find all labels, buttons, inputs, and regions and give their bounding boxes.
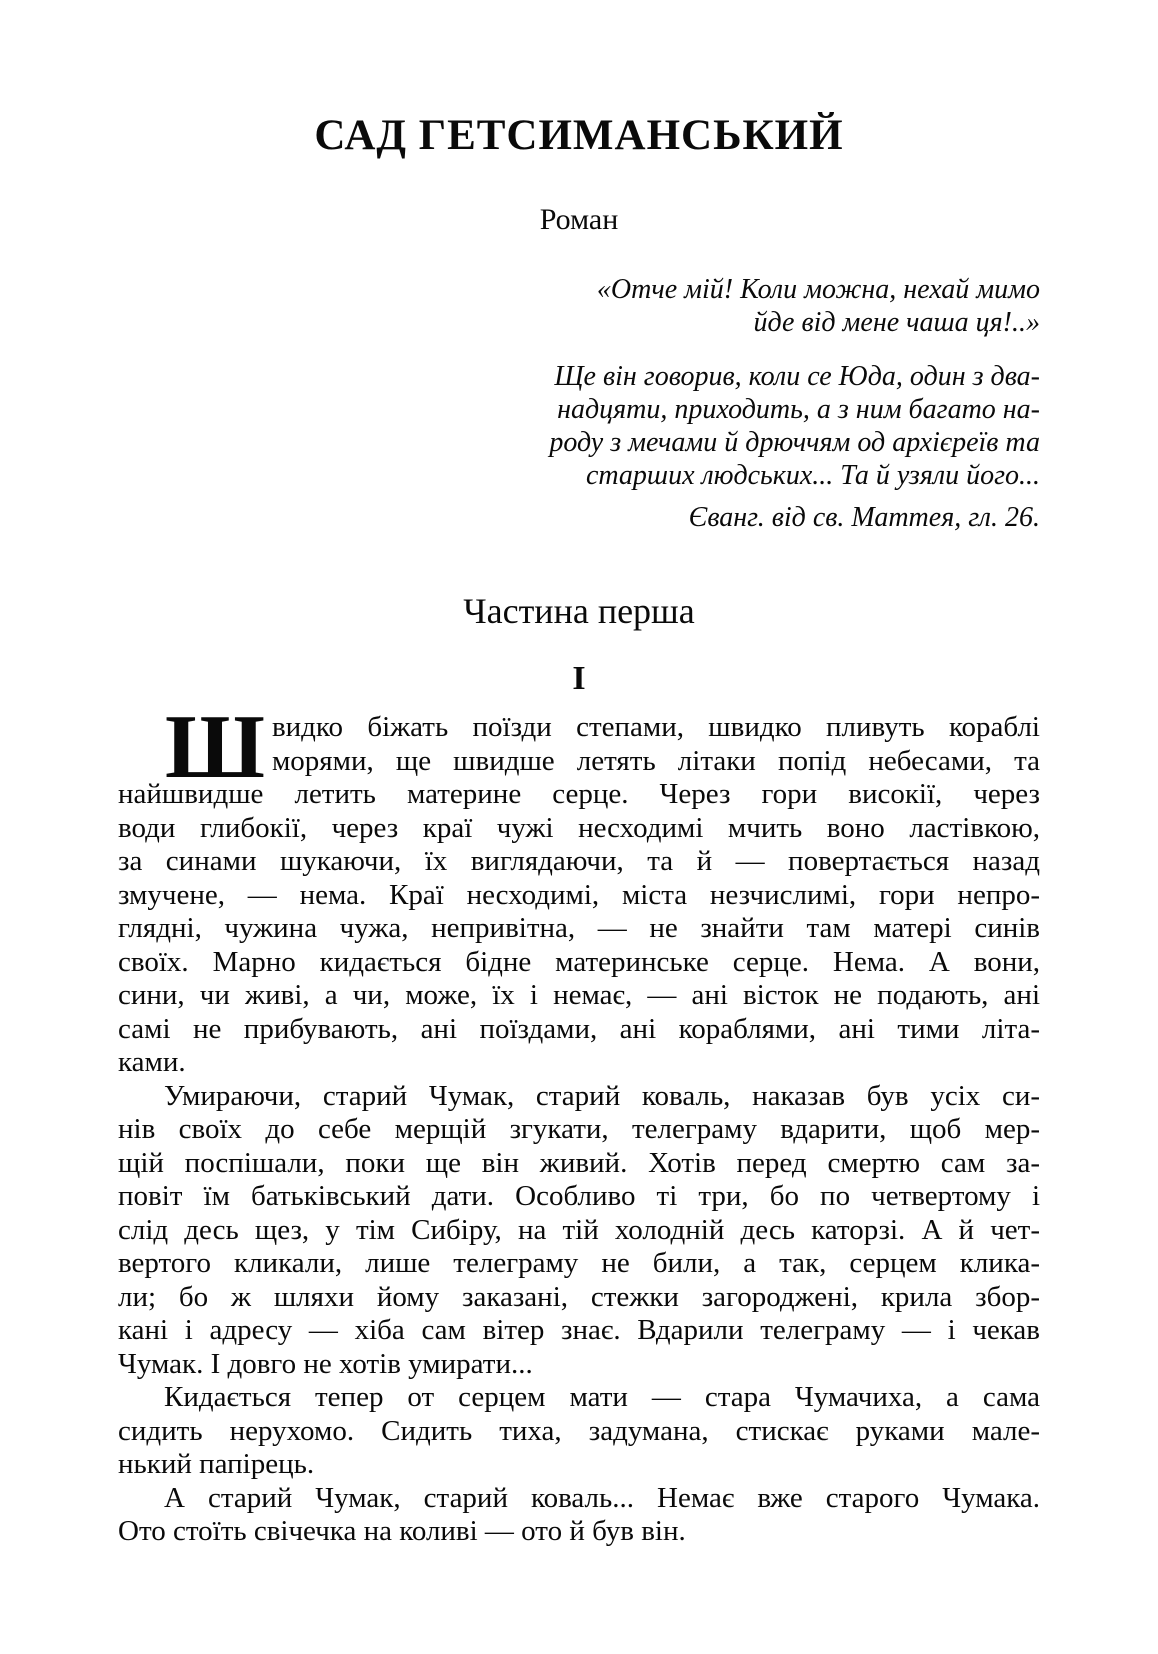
epigraph-line: йде від мене чаша ця!..» [753,307,1040,338]
body-line: своїх. Марно кидається бідне материнське серце. Нема. А вони, [118,945,1040,978]
epigraph-attribution: Єванг. від св. Маттея, гл. 26. [688,502,1040,533]
dropcap-letter: Ш [165,696,265,797]
part-heading: Частина перша [463,591,695,631]
body-line: ками. [118,1046,186,1078]
body-line: морями, ще швидше летять літаки попід небесами, та [271,744,1040,777]
epigraph-quote-2 [478,360,1040,492]
body-line: нький папірець. [118,1448,315,1480]
body-line: води глибокії, через краї чужі несходимі мчить воно ластівкою, [118,811,1040,844]
body-line: слід десь щез, у тім Сибіру, на тій холодній десь каторзі. А й чет- [118,1213,1040,1246]
body-line: Умираючи, старий Чумак, старий коваль, наказав був усіх си- [164,1079,1040,1112]
body-line: змучене, — нема. Краї несходимі, міста незчислимі, гори непро- [118,878,1040,911]
body-line: кані і адресу — хіба сам вітер знає. Вдарили телеграму — і чекав [118,1314,1040,1346]
body-line: ли; бо ж шляхи йому заказані, стежки загороджені, крила збор- [118,1280,1040,1313]
body-line: видко біжать поїзди степами, швидко пливуть кораблі [271,711,1040,743]
body-line: А старий Чумак, старий коваль... Немає вже старого Чумака. [164,1481,1040,1514]
chapter-number: І [572,660,586,697]
body-line: Кидається тепер от серцем мати — стара Чумачиха, а сама [164,1381,1040,1413]
book-title: САД ГЕТСИМАНСЬКИЙ [314,112,844,159]
body-line: Ото стоїть свічечка на коливі — ото й був він. [118,1515,686,1547]
body-line: найшвидше летить материне серце. Через гори високії, через [118,778,1040,810]
paragraph [118,1080,1040,1382]
body-line: нів своїх до себе мерщій згукати, телеграму вдарити, щоб мер- [118,1113,1040,1145]
book-subtitle: Роман [539,203,619,236]
epigraph-line: старших людських... Та й узяли його... [585,460,1040,491]
body-line: повіт їм батьківський дати. Особливо ті три, бо по четвертому і [118,1180,1040,1212]
body-line: за синами шукаючи, їх виглядаючи, та й — повертається назад [118,845,1040,877]
body-line: глядні, чужина чужа, непривітна, — не знайти там матері синів [118,912,1040,944]
body-line: Чумак. І довго не хотів умирати... [118,1347,533,1380]
epigraph-quote-1 [478,273,1040,339]
epigraph-line: «Отче мій! Коли можна, нехай мимо [596,274,1040,305]
body-line: самі не прибувають, ані поїздами, ані кораблями, ані тими літа- [118,1012,1040,1045]
epigraph [478,273,1040,534]
body-line: вертого кликали, лише телеграму не били, а так, серцем клика- [118,1247,1040,1279]
body-text [118,696,1040,1549]
epigraph-line: надцяти, приходить, а з ним багато на- [557,394,1040,425]
epigraph-line: Ще він говорив, коли се Юда, один з два- [554,361,1040,392]
body-line: сидить нерухомо. Сидить тиха, задумана, стискає руками мале- [118,1414,1040,1447]
paragraph [118,1482,1040,1549]
body-line: щій поспішали, поки ще він живий. Хотів перед смертю сам за- [118,1146,1040,1179]
paragraph [118,1381,1040,1482]
epigraph-line: роду з мечами й дрюччям од архієреїв та [549,427,1040,458]
paragraph [118,696,1040,1080]
body-line: сини, чи живі, а чи, може, їх і немає, — ані вісток не подають, ані [118,979,1040,1011]
